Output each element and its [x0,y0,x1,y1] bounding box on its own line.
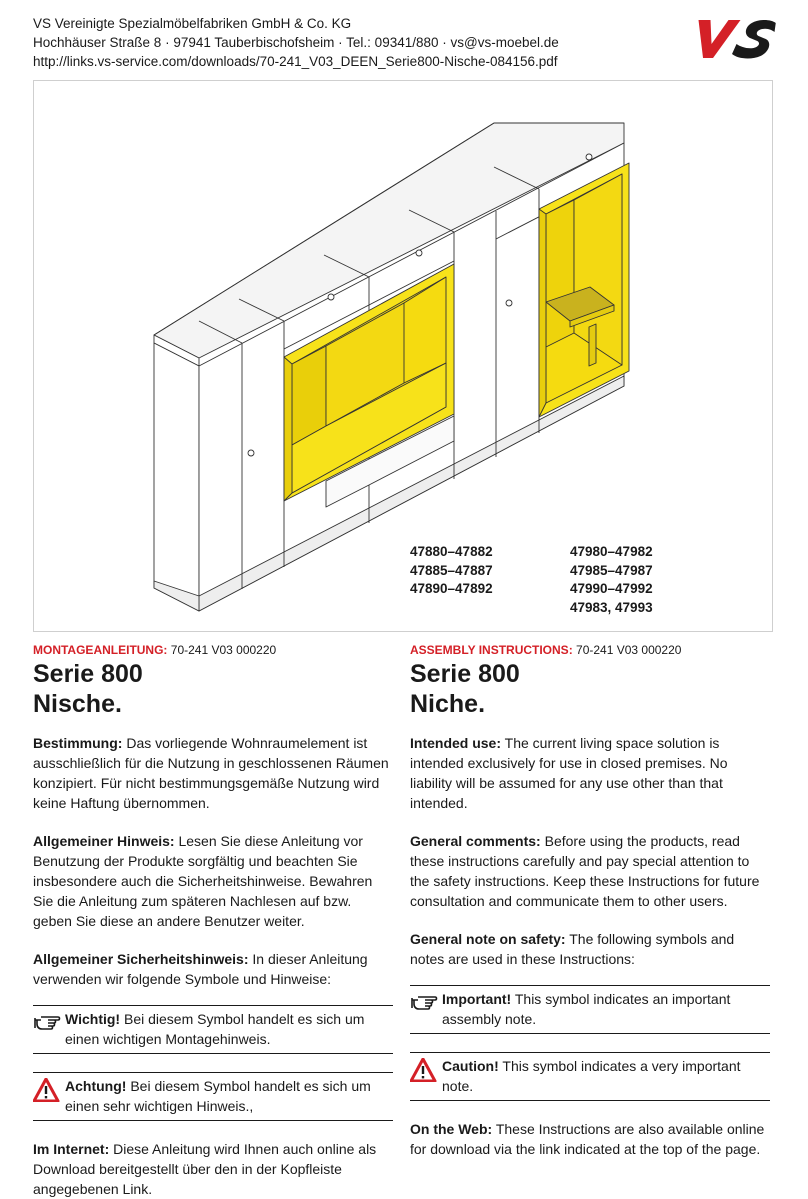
article-range: 47985–47987 [570,562,653,578]
download-url[interactable]: http://links.vs-service.com/downloads/70-241_V03_DEEN_Serie800-Nische-084156.pdf [33,54,558,69]
general-note-paragraph: Allgemeiner Hinweis: Lesen Sie diese Anleitung vor Benutzung der Produkte sorgfältig und beachten Sie insbesondere auch die Sicherheitshinweise. Bewahren Sie die Anleitung zum späteren Nachlesen auf bzw. geben Sie diese an andere Benutzer weiter. [33,833,373,929]
cabinet-wall-drawing [34,81,774,633]
page-title: Serie 800 Niche. [410,660,520,718]
intended-use-paragraph: Bestimmung: Das vorliegende Wohnraumelement ist ausschließlich für die Nutzung in geschlossenen Räumen konzipiert. Für nicht bestimmungsgemäße Nutzung wird keine Haftung übernommen. [33,735,389,811]
article-numbers-left [410,543,493,599]
article-range: 47880–47882 [410,544,493,559]
safety-note-paragraph: Allgemeiner Sicherheitshinweis: In dieser Anleitung verwenden wir folgende Symbole und Hinweise: [33,951,368,987]
article-range: 47890–47892 [410,581,493,596]
article-range: 47885–47887 [410,562,493,578]
online-paragraph: Im Internet: Diese Anleitung wird Ihnen auch online als Download bereitgestellt über den in der Kopfleiste angegebenen Link. [33,1141,377,1197]
warning-triangle-icon [410,1058,440,1082]
general-comments-paragraph: General comments: Before using the products, read these instructions carefully and pay special attention to the safety instructions. Keep these Instructions for future consultation and communicate them to other users. [410,833,760,909]
article-range: 47980–47982 [570,544,653,559]
caution-notice: Caution! This symbol indicates a very important note. [410,1052,770,1101]
company-address: Hochhäuser Straße 8 · 97941 Tauberbischofsheim · Tel.: 09341/880 · vs@vs-moebel.de [33,35,559,50]
article-range: 47990–47992 [570,581,653,596]
german-column [33,642,393,1199]
caution-notice: Achtung! Bei diesem Symbol handelt es sich um einen sehr wichtigen Hinweis., [33,1072,393,1121]
pointing-hand-icon [33,1011,63,1035]
important-notice: Wichtig! Bei diesem Symbol handelt es sich um einen wichtigen Montagehinweis. [33,1005,393,1054]
important-notice: Important! This symbol indicates an important assembly note. [410,985,770,1034]
intended-use-paragraph: Intended use: The current living space solution is intended exclusively for use in closed premises. No liability will be assumed for any use other than that intended. [410,735,728,811]
online-paragraph: On the Web: These Instructions are also available online for download via the link indicated at the top of the page. [410,1121,765,1157]
doc-kicker: MONTAGEANLEITUNG: 70-241 V03 000220 [33,643,277,657]
article-numbers-right [570,543,653,617]
product-illustration [33,80,773,632]
english-column [410,642,770,1159]
doc-kicker: ASSEMBLY INSTRUCTIONS: 70-241 V03 000220 [410,643,682,657]
company-name: VS Vereinigte Spezialmöbelfabriken GmbH & Co. KG [33,16,352,31]
pointing-hand-icon [410,991,440,1015]
vs-logo [686,14,778,64]
document-header [33,14,559,71]
article-range: 47983, 47993 [570,599,653,615]
safety-note-paragraph: General note on safety: The following symbols and notes are used in these Instructions: [410,931,735,967]
warning-triangle-icon [33,1078,63,1102]
page-title: Serie 800 Nische. [33,660,143,718]
